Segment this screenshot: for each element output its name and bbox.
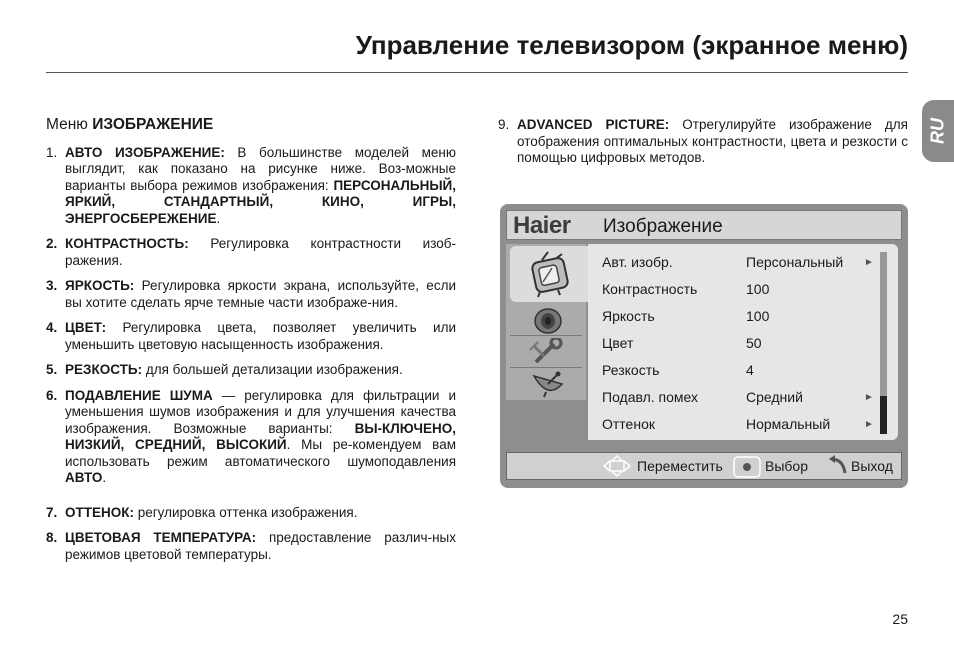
item-options: ПЕРСОНАЛЬНЫЙ, ЯРКИЙ, СТАНДАРТНЫЙ, КИНО, ИГРЫ, ЭНЕРГОСБЕРЕЖЕНИЕ (65, 177, 456, 226)
settings-row (602, 362, 872, 382)
item-heading: ЯРКОСТЬ: (65, 278, 135, 293)
sidebar-item-sound (510, 306, 582, 334)
item-number: 7. (46, 504, 58, 520)
settings-row (602, 389, 872, 409)
item-text: Регулировка яркости экрана, используйте, если вы хотите сделать ярче темные части изображе-ния. (65, 278, 456, 310)
item-heading: ADVANCED PICTURE: (517, 117, 670, 132)
sidebar-item-channels (510, 370, 582, 398)
satellite-icon (528, 370, 568, 398)
list-item (46, 530, 456, 563)
item-text: Отрегулируйте изображение для отображения оптимальных контрастности, цвета и резкости с помощью цифровых методов. (517, 117, 908, 165)
section-title (46, 117, 456, 134)
item-text: — регулировка для фильтрации и уменьшения шумов изображения и для улучшения качества изображения. Возможные варианты: (65, 387, 457, 436)
list-item (46, 236, 456, 269)
sidebar-item-tools (510, 338, 582, 366)
page-number: 25 (892, 611, 908, 627)
page-title: Управление телевизором (экранное меню) (355, 30, 908, 60)
arrow-right-icon: ► (864, 419, 874, 430)
arrow-right-icon: ► (864, 392, 874, 403)
item-end: . (216, 210, 221, 226)
return-icon (827, 455, 849, 477)
setting-label: Цвет (602, 335, 634, 351)
right-column (498, 117, 908, 167)
footer-select-label: Выбор (765, 458, 808, 474)
setting-label: Яркость (602, 308, 655, 324)
list-item (46, 278, 456, 311)
list-item (46, 145, 456, 228)
setting-value: 100 (746, 281, 770, 297)
item-number: 5. (46, 362, 58, 377)
setting-label: Авт. изобр. (602, 254, 673, 270)
list-item (498, 117, 908, 167)
item-number: 6. (46, 387, 58, 403)
settings-row (602, 416, 872, 436)
language-tab (922, 100, 954, 162)
item-heading: АВТО ИЗОБРАЖЕНИЕ: (65, 144, 225, 160)
osd-scrollbar (880, 252, 887, 434)
settings-row (602, 335, 872, 355)
item-number: 4. (46, 320, 58, 335)
item-heading: КОНТРАСТНОСТЬ: (65, 236, 189, 251)
item-text: В большинстве моделей меню выглядит, как показано на рисунке ниже. Воз-можные варианты выбора режимов изображения: (65, 144, 456, 193)
setting-value: 50 (746, 335, 762, 351)
sidebar-divider (510, 367, 582, 368)
item-heading: ПОДАВЛЕНИЕ ШУМА (65, 387, 213, 403)
speaker-icon (528, 306, 568, 334)
setting-value: Персональный (746, 254, 844, 270)
settings-row (602, 308, 872, 328)
item-text: регулировка оттенка изображения. (133, 504, 358, 520)
ok-button-icon (733, 456, 761, 478)
list-item (46, 388, 456, 487)
item-heading: ЦВЕТОВАЯ ТЕМПЕРАТУРА: (65, 530, 257, 545)
osd-scroll-thumb (880, 396, 887, 434)
footer-move-label: Переместить (637, 458, 723, 474)
settings-row (602, 281, 872, 301)
sidebar-divider (510, 335, 582, 336)
item-options-2: АВТО (65, 470, 103, 485)
arrow-right-icon: ► (864, 257, 874, 268)
setting-value: 100 (746, 308, 770, 324)
list-item (46, 505, 456, 522)
item-options: ВЫ-КЛЮЧЕНО, НИЗКИЙ, СРЕДНИЙ, ВЫСОКИЙ (65, 420, 456, 452)
setting-label: Подавл. помех (602, 389, 699, 405)
item-number: 3. (46, 278, 58, 293)
dpad-icon (603, 455, 631, 477)
item-text: для большей детализации изображения. (142, 362, 403, 377)
list-item (46, 320, 456, 353)
list-item (46, 362, 456, 379)
footer-exit-label: Выход (851, 458, 893, 474)
item-number: 9. (498, 117, 510, 132)
setting-value: Средний (746, 389, 803, 405)
setting-value: 4 (746, 362, 754, 378)
item-text-2: . Мы ре-комендуем вам использовать режим автоматического шумоподавления (65, 437, 456, 469)
osd-header (506, 210, 902, 240)
tools-icon (528, 338, 568, 366)
language-label: RU (927, 118, 948, 144)
item-heading: РЕЗКОСТЬ: (65, 362, 143, 377)
setting-label: Контрастность (602, 281, 698, 297)
osd-footer (506, 452, 902, 480)
sidebar-item-picture (510, 246, 588, 302)
item-heading: ОТТЕНОК: (65, 504, 134, 520)
haier-logo: Haier (513, 212, 571, 239)
tv-icon (528, 250, 572, 298)
section-title-main: ИЗОБРАЖЕНИЕ (92, 116, 214, 133)
item-text: Регулировка контрастности изоб-ражения. (65, 236, 456, 268)
setting-value: Нормальный (746, 416, 831, 432)
osd-sidebar (506, 244, 586, 400)
item-number: 8. (46, 530, 58, 545)
osd-title: Изображение (603, 216, 723, 237)
item-text: предоставление различ-ных режимов цветовой температуры. (65, 530, 456, 562)
setting-label: Резкость (602, 362, 660, 378)
item-heading: ЦВЕТ: (65, 320, 107, 335)
item-text: Регулировка цвета, позволяет увеличить или уменьшить цветовую насыщенность изображения. (65, 320, 456, 352)
osd-menu-illustration (500, 204, 908, 488)
title-divider (46, 72, 908, 73)
item-number: 2. (46, 236, 58, 251)
left-column (46, 117, 456, 563)
item-number: 1. (46, 144, 58, 160)
settings-row (602, 254, 872, 274)
setting-label: Оттенок (602, 416, 655, 432)
item-end: . (102, 470, 107, 485)
osd-settings-panel (588, 244, 898, 440)
section-title-prefix: Меню (46, 116, 93, 133)
